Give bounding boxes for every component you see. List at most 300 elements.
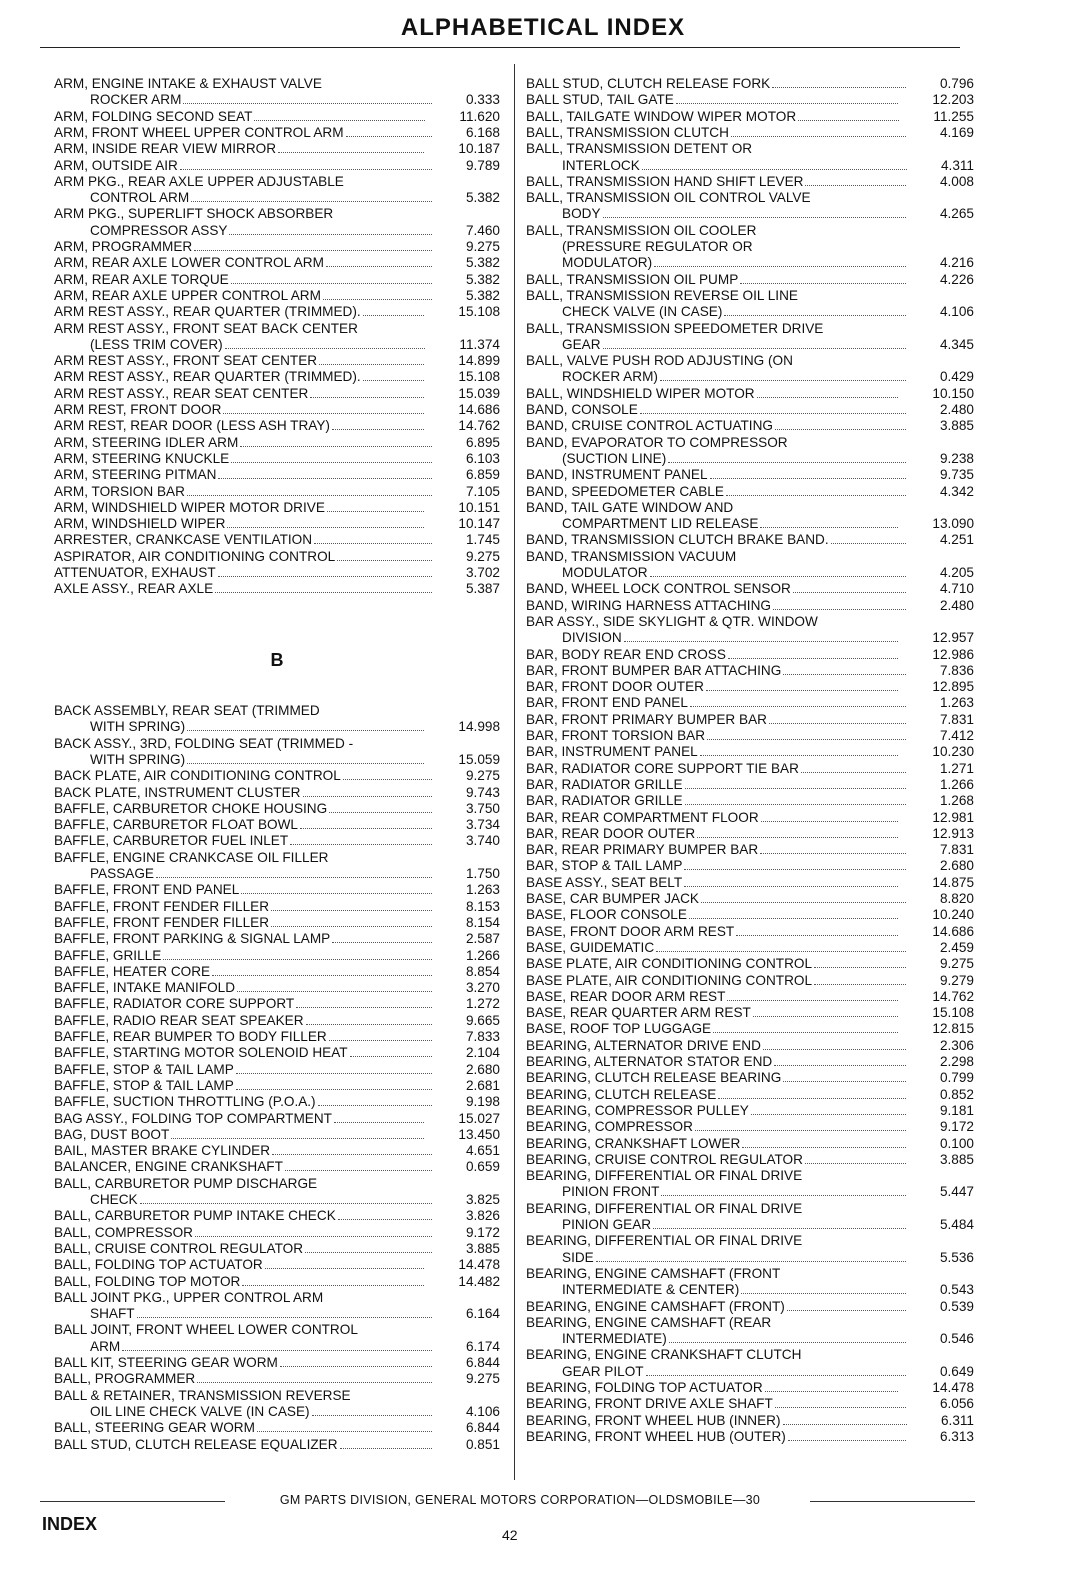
dot-leader <box>231 283 432 284</box>
entry-page-ref: 10.151 <box>458 499 500 515</box>
index-entry <box>526 679 974 695</box>
entry-label: BAND, TRANSMISSION CLUTCH BRAKE BAND. <box>526 532 829 548</box>
index-entry <box>526 761 974 777</box>
dot-leader <box>646 1375 906 1376</box>
index-entry <box>54 1306 500 1322</box>
dot-leader <box>191 201 432 202</box>
dot-leader <box>668 462 906 463</box>
dot-leader <box>280 1366 432 1367</box>
entry-label: BALL STUD, TAIL GATE <box>526 92 674 108</box>
footer-rule-left <box>40 1501 225 1502</box>
index-entry <box>526 1119 974 1135</box>
dot-leader <box>814 967 906 968</box>
index-entry <box>54 948 500 964</box>
entry-page-ref: 5.447 <box>939 1184 974 1200</box>
entry-page-ref: 4.251 <box>939 532 974 548</box>
dot-leader <box>713 1032 898 1033</box>
entry-label: BAFFLE, FRONT FENDER FILLER <box>54 914 270 930</box>
dot-leader <box>596 1261 906 1262</box>
index-entry <box>54 1241 500 1257</box>
dot-leader <box>728 658 898 659</box>
entry-label: ARM, STEERING PITMAN <box>54 467 217 483</box>
entry-label: ARM REST ASSY., FRONT SEAT BACK CENTER <box>54 320 358 336</box>
dot-leader <box>669 1342 906 1343</box>
entry-page-ref: 0.649 <box>939 1363 974 1379</box>
entry-label: BEARING, FRONT WHEEL HUB (INNER) <box>526 1412 781 1428</box>
entry-label: INTERLOCK <box>562 157 640 173</box>
dot-leader <box>285 1170 432 1171</box>
index-entry <box>54 1355 500 1371</box>
index-entry <box>526 76 974 92</box>
entry-page-ref: 9.172 <box>939 1119 974 1135</box>
entry-page-ref: 0.429 <box>939 369 974 385</box>
index-entry <box>54 386 500 402</box>
entry-page-ref: 9.275 <box>939 956 974 972</box>
dot-leader <box>171 1138 424 1139</box>
index-entry <box>526 777 974 793</box>
dot-leader <box>741 1293 906 1294</box>
dot-leader <box>624 641 898 642</box>
dot-leader <box>731 136 906 137</box>
index-entry <box>54 484 500 500</box>
entry-label: ARM REST ASSY., REAR QUARTER (TRIMMED). <box>54 369 361 385</box>
entry-page-ref: 7.831 <box>939 711 974 727</box>
entry-label: BEARING, ALTERNATOR DRIVE END <box>526 1037 761 1053</box>
entry-page-ref: 15.108 <box>458 304 500 320</box>
entry-label: BAFFLE, CARBURETOR FUEL INLET <box>54 833 289 849</box>
entry-page-ref: 14.762 <box>458 418 500 434</box>
entry-page-ref: 3.825 <box>465 1192 500 1207</box>
entry-page-ref: 8.854 <box>465 963 500 979</box>
entry-label: BEARING, DIFFERENTIAL OR FINAL DRIVE <box>526 1200 803 1216</box>
dot-leader <box>326 266 432 267</box>
index-entry <box>54 980 500 996</box>
entry-label: BAIL, MASTER BRAKE CYLINDER <box>54 1143 271 1159</box>
dot-leader <box>689 918 898 919</box>
index-entry <box>54 1322 500 1338</box>
dot-leader <box>187 763 424 764</box>
dot-leader <box>760 527 898 528</box>
dot-leader <box>736 935 898 936</box>
entry-label: OIL LINE CHECK VALVE (IN CASE) <box>90 1403 310 1419</box>
entry-label: BASE, ROOF TOP LUGGAGE <box>526 1021 712 1037</box>
entry-page-ref: 11.620 <box>459 108 500 124</box>
dot-leader <box>761 821 898 822</box>
entry-page-ref: 10.187 <box>458 141 500 157</box>
index-entry <box>526 451 974 467</box>
entry-page-ref: 0.539 <box>939 1298 974 1314</box>
entry-label: BALL KIT, STEERING GEAR WORM <box>54 1355 278 1370</box>
entry-label: ARM REST ASSY., REAR SEAT CENTER <box>54 385 309 401</box>
entry-label: ARRESTER, CRANKCASE VENTILATION <box>54 532 313 548</box>
index-entry <box>54 581 500 597</box>
dot-leader <box>254 120 425 121</box>
index-entry <box>54 272 500 288</box>
index-entry <box>526 1168 974 1184</box>
entry-label: BEARING, CLUTCH RELEASE BEARING <box>526 1070 782 1086</box>
index-entry <box>54 304 500 320</box>
entry-label: CHECK <box>90 1192 138 1207</box>
dot-leader <box>300 828 432 829</box>
index-entry <box>526 810 974 826</box>
dot-leader <box>805 1163 906 1164</box>
index-entry <box>54 255 500 271</box>
index-entry <box>54 435 500 451</box>
entry-page-ref: 5.382 <box>465 287 500 303</box>
index-entry <box>54 1029 500 1045</box>
dot-leader <box>654 266 906 267</box>
entry-label: BAFFLE, RADIATOR CORE SUPPORT <box>54 996 295 1012</box>
index-entry <box>526 353 974 369</box>
entry-page-ref: 6.056 <box>939 1396 974 1412</box>
index-entry <box>526 516 974 532</box>
entry-label: ARM, REAR AXLE UPPER CONTROL ARM <box>54 287 321 303</box>
dot-leader <box>774 1065 906 1066</box>
entry-label: BAND, WIRING HARNESS ATTACHING <box>526 597 771 613</box>
entry-label: BACK PLATE, INSTRUMENT CLUSTER <box>54 784 301 800</box>
entry-page-ref: 9.279 <box>939 972 974 988</box>
entry-page-ref: 14.686 <box>458 402 500 417</box>
entry-page-ref: 4.169 <box>939 124 974 140</box>
dot-leader <box>363 315 424 316</box>
index-entry <box>526 1413 974 1429</box>
entry-label: BALL, STEERING GEAR WORM <box>54 1420 255 1436</box>
page-title: ALPHABETICAL INDEX <box>400 14 686 41</box>
index-entry <box>54 719 500 735</box>
index-entry <box>54 1388 500 1404</box>
dot-leader <box>223 413 424 414</box>
index-entry <box>526 1364 974 1380</box>
entry-page-ref: 5.382 <box>465 255 500 271</box>
entry-label: BAFFLE, INTAKE MANIFOLD <box>54 980 236 996</box>
entry-page-ref: 0.799 <box>939 1070 974 1086</box>
dot-leader <box>240 446 432 447</box>
entry-label: BAFFLE, STARTING MOTOR SOLENOID HEAT <box>54 1045 348 1061</box>
dot-leader <box>215 592 432 593</box>
index-entry <box>526 125 974 141</box>
index-entry <box>526 695 974 711</box>
entry-page-ref: 6.168 <box>465 124 500 140</box>
dot-leader <box>831 543 906 544</box>
entry-page-ref: 4.205 <box>939 565 974 580</box>
index-entry <box>526 1103 974 1119</box>
dot-leader <box>773 609 906 610</box>
index-entry <box>526 956 974 972</box>
dot-leader <box>272 1154 432 1155</box>
index-entry <box>54 565 500 581</box>
dot-leader <box>772 87 906 88</box>
index-entry <box>526 1136 974 1152</box>
index-entry <box>54 1192 500 1208</box>
entry-label: BEARING, CLUTCH RELEASE <box>526 1086 717 1102</box>
entry-page-ref: 1.268 <box>939 793 974 809</box>
entry-label: BAG ASSY., FOLDING TOP COMPARTMENT <box>54 1110 332 1126</box>
index-entry <box>526 109 974 125</box>
index-entry <box>54 353 500 369</box>
dot-leader <box>231 462 432 463</box>
index-entry <box>526 190 974 206</box>
entry-label: BALL JOINT PKG., UPPER CONTROL ARM <box>54 1289 324 1305</box>
dot-leader <box>775 429 906 430</box>
entry-page-ref: 15.039 <box>458 385 500 401</box>
entry-label: BEARING, FOLDING TOP ACTUATOR <box>526 1380 763 1395</box>
entry-page-ref: 0.333 <box>465 92 500 108</box>
dot-leader <box>218 478 432 479</box>
index-entry <box>526 989 974 1005</box>
index-entry <box>54 1013 500 1029</box>
dot-leader <box>318 1105 432 1106</box>
footer-index-label: INDEX <box>42 1514 98 1534</box>
entry-page-ref: 4.106 <box>939 304 974 320</box>
entry-label: ATTENUATOR, EXHAUST <box>54 565 216 580</box>
dot-leader <box>707 739 906 740</box>
entry-label: BAND, SPEEDOMETER CABLE <box>526 483 724 499</box>
entry-label: ARM, REAR AXLE LOWER CONTROL ARM <box>54 255 324 271</box>
entry-page-ref: 7.833 <box>465 1029 500 1044</box>
index-entry <box>54 768 500 784</box>
dot-leader <box>676 103 898 104</box>
dot-leader <box>783 1424 907 1425</box>
dot-leader <box>350 1056 432 1057</box>
dot-leader <box>642 169 907 170</box>
dot-leader <box>334 1122 424 1123</box>
index-entry <box>526 1429 974 1445</box>
index-entry <box>526 858 974 874</box>
dot-leader <box>740 283 906 284</box>
dot-leader <box>706 690 898 691</box>
index-entry <box>54 500 500 516</box>
index-entry <box>526 1021 974 1037</box>
entry-label: BALL, COMPRESSOR <box>54 1224 193 1240</box>
dot-leader <box>684 869 906 870</box>
index-entry <box>526 386 974 402</box>
entry-label: BAFFLE, STOP & TAIL LAMP <box>54 1077 234 1093</box>
entry-page-ref: 14.478 <box>932 1380 974 1395</box>
entry-label: AXLE ASSY., REAR AXLE <box>54 581 214 597</box>
entry-page-ref: 4.345 <box>939 336 974 352</box>
entry-label: BALL, TRANSMISSION DETENT OR <box>526 141 753 157</box>
dot-leader <box>346 136 432 137</box>
entry-page-ref: 3.740 <box>465 833 500 849</box>
entry-label: BALL STUD, CLUTCH RELEASE FORK <box>526 76 771 91</box>
entry-page-ref: 6.313 <box>939 1428 974 1444</box>
dot-leader <box>327 511 424 512</box>
index-entry <box>54 882 500 898</box>
entry-label: BEARING, ENGINE CRANKSHAFT CLUTCH <box>526 1347 802 1363</box>
index-entry <box>54 1111 500 1127</box>
entry-label: INTERMEDIATE & CENTER) <box>562 1282 740 1298</box>
entry-label: BEARING, DIFFERENTIAL OR FINAL DRIVE <box>526 1168 803 1184</box>
entry-page-ref: 1.266 <box>465 947 500 963</box>
entry-page-ref: 3.826 <box>465 1208 500 1224</box>
entry-label: BASE PLATE, AIR CONDITIONING CONTROL <box>526 956 813 972</box>
dot-leader <box>303 796 432 797</box>
dot-leader <box>194 250 432 251</box>
entry-page-ref: 9.198 <box>465 1094 500 1110</box>
entry-page-ref: 1.263 <box>465 882 500 898</box>
index-entry <box>526 1201 974 1217</box>
entry-label: BALL, TRANSMISSION OIL COOLER <box>526 222 757 238</box>
entry-page-ref: 15.059 <box>458 751 500 767</box>
dot-leader <box>798 120 899 121</box>
index-entry <box>526 891 974 907</box>
entry-page-ref: 7.836 <box>939 662 974 678</box>
entry-page-ref: 4.106 <box>465 1403 500 1419</box>
index-entry <box>54 369 500 385</box>
entry-label: BAND, INSTRUMENT PANEL <box>526 467 708 483</box>
entry-label: BAR, RADIATOR GRILLE <box>526 793 683 809</box>
dot-leader <box>140 1203 432 1204</box>
entry-page-ref: 14.875 <box>932 874 974 890</box>
index-entry <box>54 964 500 980</box>
entry-label: BAFFLE, FRONT PARKING & SIGNAL LAMP <box>54 931 331 947</box>
index-entry <box>526 337 974 353</box>
dot-leader <box>241 893 432 894</box>
index-entry <box>54 1371 500 1387</box>
entry-page-ref: 6.844 <box>465 1355 500 1370</box>
entry-label: BALL, WINDSHIELD WIPER MOTOR <box>526 385 755 401</box>
entry-page-ref: 7.412 <box>939 728 974 743</box>
entry-page-ref: 7.831 <box>939 842 974 858</box>
dot-leader <box>769 723 906 724</box>
index-entry <box>526 141 974 157</box>
dot-leader <box>290 844 432 845</box>
entry-label: BAND, TRANSMISSION VACUUM <box>526 548 737 564</box>
dot-leader <box>603 348 906 349</box>
entry-label: BAND, WHEEL LOCK CONTROL SENSOR <box>526 581 791 597</box>
entry-page-ref: 15.108 <box>932 1005 974 1021</box>
index-entry <box>54 549 500 565</box>
index-entry <box>54 516 500 532</box>
index-entry <box>54 996 500 1012</box>
entry-label: GEAR <box>562 336 601 352</box>
entry-page-ref: 4.265 <box>939 206 974 222</box>
index-entry <box>54 736 500 752</box>
index-entry <box>526 1087 974 1103</box>
entry-label: BAFFLE, HEATER CORE <box>54 963 211 979</box>
entry-label: BAFFLE, ENGINE CRANKCASE OIL FILLER <box>54 849 329 865</box>
entry-label: BEARING, ENGINE CAMSHAFT (REAR <box>526 1314 772 1330</box>
index-entry <box>54 1437 500 1453</box>
entry-label: BALL, TRANSMISSION REVERSE OIL LINE <box>526 287 798 303</box>
index-entry <box>54 866 500 882</box>
dot-leader <box>163 959 432 960</box>
index-entry <box>526 924 974 940</box>
entry-page-ref: 3.885 <box>465 1240 500 1256</box>
entry-page-ref: 6.844 <box>465 1420 500 1436</box>
entry-label: ARM, PROGRAMMER <box>54 239 193 254</box>
index-entry <box>54 931 500 947</box>
entry-page-ref: 6.174 <box>465 1338 500 1354</box>
index-entry <box>526 1184 974 1200</box>
index-entry <box>54 337 500 353</box>
entry-label: BALL, TAILGATE WINDOW WIPER MOTOR <box>526 108 797 124</box>
entry-page-ref: 2.680 <box>939 858 974 874</box>
entry-page-ref: 1.266 <box>939 776 974 792</box>
entry-label: BAR, FRONT PRIMARY BUMPER BAR <box>526 711 767 727</box>
entry-label: BAR, RADIATOR GRILLE <box>526 776 683 792</box>
title-rule <box>40 47 960 48</box>
entry-label: SHAFT <box>90 1306 135 1322</box>
entry-page-ref: 11.255 <box>933 108 974 124</box>
entry-label: PINION FRONT <box>562 1184 660 1200</box>
index-entry <box>526 973 974 989</box>
entry-label: ROCKER ARM) <box>562 369 658 385</box>
entry-label: BALL, VALVE PUSH ROD ADJUSTING (ON <box>526 353 793 369</box>
entry-label: BAR, BODY REAR END CROSS <box>526 646 726 662</box>
entry-label: COMPARTMENT LID RELEASE <box>562 516 759 532</box>
dot-leader <box>156 877 432 878</box>
dot-leader <box>718 1098 906 1099</box>
index-entry <box>526 1299 974 1315</box>
index-entry <box>526 826 974 842</box>
index-entry <box>54 158 500 174</box>
entry-label: BASE PLATE, AIR CONDITIONING CONTROL <box>526 972 813 988</box>
entry-page-ref: 15.027 <box>458 1110 500 1126</box>
entry-label: BACK ASSY., 3RD, FOLDING SEAT (TRIMMED - <box>54 735 354 751</box>
entry-label: PINION GEAR <box>562 1217 652 1232</box>
entry-page-ref: 9.275 <box>465 768 500 784</box>
index-entry <box>54 1159 500 1175</box>
index-entry <box>54 223 500 239</box>
entry-label: BASE ASSY., SEAT BELT <box>526 874 683 890</box>
entry-label: ARM, STEERING IDLER ARM <box>54 434 239 450</box>
dot-leader <box>765 1391 898 1392</box>
dot-leader <box>180 169 432 170</box>
index-entry <box>526 614 974 630</box>
entry-page-ref: 2.459 <box>939 939 974 955</box>
entry-label: CONTROL ARM <box>90 190 190 206</box>
entry-label: BAFFLE, STOP & TAIL LAMP <box>54 1061 234 1077</box>
entry-label: BEARING, CRUISE CONTROL REGULATOR <box>526 1151 803 1167</box>
dot-leader <box>343 779 432 780</box>
dot-leader <box>685 788 906 789</box>
dot-leader <box>237 991 432 992</box>
dot-leader <box>323 299 432 300</box>
entry-page-ref: 14.686 <box>932 923 974 939</box>
entry-label: BACK PLATE, AIR CONDITIONING CONTROL <box>54 768 341 784</box>
entry-page-ref: 0.852 <box>939 1086 974 1102</box>
entry-label: BAND, EVAPORATOR TO COMPRESSOR <box>526 434 788 450</box>
index-entry <box>54 109 500 125</box>
dot-leader <box>700 755 898 756</box>
dot-leader <box>783 1081 906 1082</box>
index-entry <box>526 532 974 548</box>
dot-leader <box>710 478 906 479</box>
dot-leader <box>783 674 906 675</box>
index-entry <box>54 125 500 141</box>
entry-label: ARM, TORSION BAR <box>54 483 185 499</box>
entry-page-ref: 3.702 <box>465 565 500 580</box>
index-entry <box>54 1078 500 1094</box>
index-entry <box>526 223 974 239</box>
dot-leader <box>337 560 432 561</box>
dot-leader <box>661 1195 906 1196</box>
index-entry <box>54 1143 500 1159</box>
dot-leader <box>793 592 906 593</box>
index-entry <box>54 817 500 833</box>
entry-page-ref: 3.750 <box>465 800 500 816</box>
index-entry <box>54 1290 500 1306</box>
entry-label: INTERMEDIATE) <box>562 1331 667 1347</box>
index-entry <box>54 1339 500 1355</box>
index-entry <box>526 1380 974 1396</box>
page-number: 42 <box>502 1527 518 1543</box>
entry-page-ref: 2.298 <box>939 1054 974 1069</box>
entry-page-ref: 6.164 <box>465 1306 500 1322</box>
index-entry <box>526 744 974 760</box>
entry-label: ARM PKG., REAR AXLE UPPER ADJUSTABLE <box>54 173 344 189</box>
